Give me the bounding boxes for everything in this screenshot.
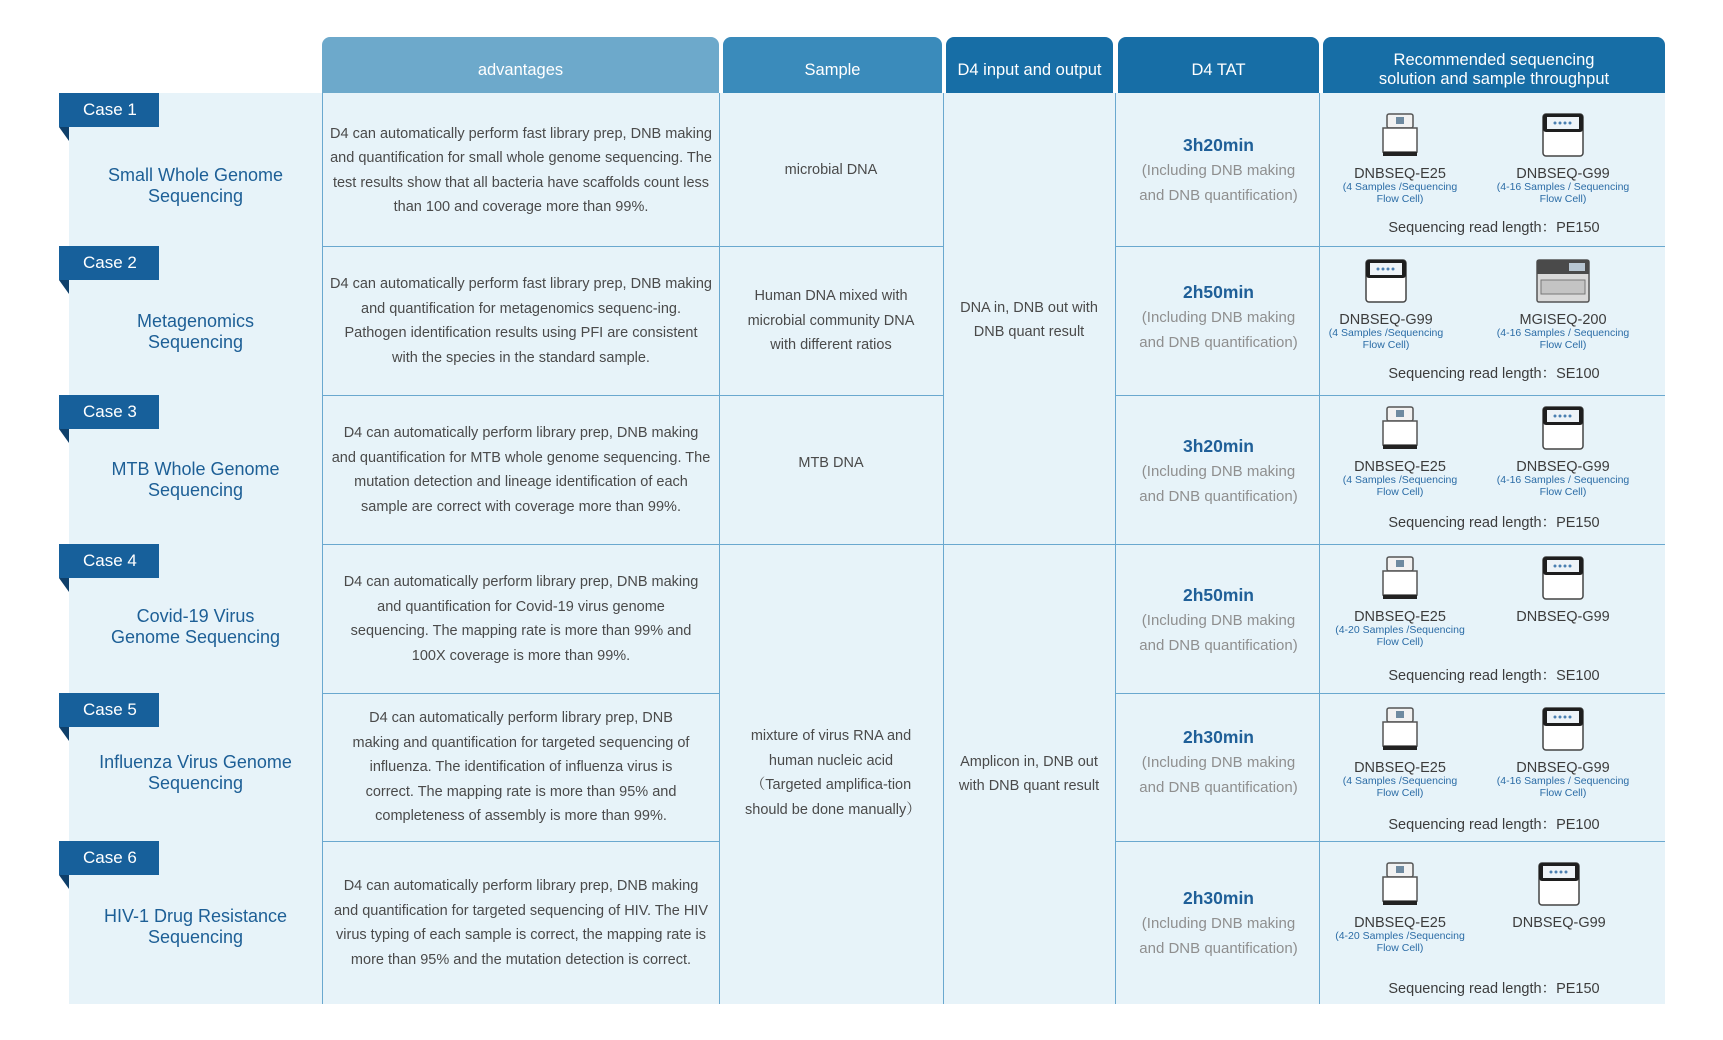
instrument-throughput: (4-16 Samples / Sequencing <box>1496 181 1630 193</box>
tat-time: 2h50min <box>1183 282 1254 302</box>
tat-cell <box>1118 887 1319 961</box>
instrument-throughput: Flow Cell) <box>1376 941 1424 954</box>
case-title-line1: MTB Whole Genome <box>111 459 280 479</box>
tat-cell <box>1118 726 1319 800</box>
instrument-throughput: (4 Samples /Sequencing <box>1342 474 1458 486</box>
instrument-throughput: Flow Cell) <box>1539 485 1587 498</box>
instrument-throughput: Flow Cell) <box>1376 635 1424 648</box>
case-title <box>69 906 322 948</box>
tat-time: 2h30min <box>1183 888 1254 908</box>
row-divider <box>322 544 1665 545</box>
instrument-item <box>1488 706 1638 799</box>
instrument-name: DNBSEQ-E25 <box>1354 609 1446 625</box>
case-title <box>69 311 322 353</box>
instrument-name: DNBSEQ-G99 <box>1339 312 1433 328</box>
case-badge: Case 1 <box>59 93 159 127</box>
read-length: Sequencing read length：SE100 <box>1388 668 1600 684</box>
instrument-throughput: Flow Cell) <box>1539 786 1587 799</box>
tat-cell <box>1118 281 1319 355</box>
instrument-item <box>1325 112 1475 205</box>
row-divider <box>1115 395 1665 396</box>
case-title-line1: Small Whole Genome <box>107 165 284 185</box>
tat-cell <box>1118 584 1319 658</box>
dnbseq-g99-icon <box>1537 861 1581 907</box>
tat-cell <box>1118 435 1319 509</box>
tat-time: 2h30min <box>1183 727 1254 747</box>
dnbseq-g99-icon <box>1541 112 1585 158</box>
case-badge: Case 6 <box>59 841 159 875</box>
case-title-line2: Sequencing <box>147 332 244 352</box>
case-badge-fold <box>59 280 69 294</box>
row-divider <box>1115 693 1665 694</box>
io-cell-amplicon: Amplicon in, DNB out with DNB quant result <box>958 754 1100 794</box>
case-badge: Case 3 <box>59 395 159 429</box>
case-badge-fold <box>59 127 69 141</box>
header-sample <box>723 37 942 93</box>
read-length: Sequencing read length：PE150 <box>1388 515 1600 531</box>
case-title <box>69 606 322 648</box>
io-cell-dna: DNA in, DNB out with DNB quant result <box>960 300 1098 340</box>
instrument-item <box>1311 258 1461 351</box>
instrument-name: DNBSEQ-E25 <box>1354 459 1446 475</box>
instrument-throughput: Flow Cell) <box>1376 786 1424 799</box>
instrument-throughput: (4 Samples /Sequencing <box>1342 181 1458 193</box>
instrument-item <box>1488 555 1638 625</box>
case-title-line1: HIV-1 Drug Resistance <box>103 906 288 926</box>
instrument-name: DNBSEQ-G99 <box>1516 760 1610 776</box>
advantages-cell: D4 can automatically perform library prep, DNB making and quantification for targeted sequencing of influenza. The identification of influenza virus is correct. The mapping rate is more than 95% and completeness of assembly is more than 99%. <box>352 710 690 825</box>
header-recommended-line1: Recommended sequencing <box>1393 51 1595 69</box>
instrument-throughput: Flow Cell) <box>1376 192 1424 205</box>
case-title-line2: Genome Sequencing <box>110 627 281 647</box>
header-advantages <box>322 37 719 93</box>
instrument-throughput: (4-16 Samples / Sequencing <box>1496 775 1630 787</box>
case-badge: Case 2 <box>59 246 159 280</box>
case-badge-fold <box>59 429 69 443</box>
case-title-line1: Covid-19 Virus <box>136 606 255 626</box>
column-divider <box>719 93 720 1004</box>
instrument-name: DNBSEQ-E25 <box>1354 915 1446 931</box>
instrument-name: DNBSEQ-G99 <box>1512 915 1606 931</box>
instrument-name: DNBSEQ-G99 <box>1516 166 1610 182</box>
advantages-cell: D4 can automatically perform fast library prep, DNB making and quantification for metagenomics sequenc-ing. Pathogen identification results using PFI are consistent with the species in the standard sample. <box>330 276 712 366</box>
read-length: Sequencing read length：PE150 <box>1388 220 1600 236</box>
instrument-throughput: Flow Cell) <box>1539 192 1587 205</box>
mgiseq-200-icon <box>1535 258 1591 304</box>
case-title-line2: Sequencing <box>147 773 244 793</box>
dnbseq-e25-icon <box>1381 861 1419 907</box>
header-recommended-line2: solution and sample throughput <box>1378 70 1610 88</box>
case-badge: Case 4 <box>59 544 159 578</box>
tat-note: (Including DNB making and DNB quantification) <box>1139 754 1298 796</box>
sample-cell: Human DNA mixed with microbial community DNA with different ratios <box>747 288 915 354</box>
tat-note: (Including DNB making and DNB quantification) <box>1139 463 1298 505</box>
instrument-throughput: Flow Cell) <box>1362 338 1410 351</box>
instrument-throughput: (4-16 Samples / Sequencing <box>1496 474 1630 486</box>
dnbseq-g99-icon <box>1541 405 1585 451</box>
dnbseq-g99-icon <box>1364 258 1408 304</box>
instrument-throughput: Flow Cell) <box>1376 485 1424 498</box>
case-title <box>69 165 322 207</box>
instrument-name: DNBSEQ-E25 <box>1354 166 1446 182</box>
advantages-cell: D4 can automatically perform library prep, DNB making and quantification for Covid-19 virus genome sequencing. The mapping rate is more than 99% and 100X coverage is more than 99%. <box>343 574 699 664</box>
sample-cell: MTB DNA <box>798 454 864 471</box>
header-tat <box>1118 37 1319 93</box>
instrument-item <box>1325 555 1475 648</box>
advantages-cell: D4 can automatically perform library prep, DNB making and quantification for targeted sequencing of HIV. The HIV virus typing of each sample is correct, the mapping rate is more than 95% and the mutation detection is correct. <box>333 878 709 968</box>
case-badge: Case 5 <box>59 693 159 727</box>
tat-cell <box>1118 134 1319 208</box>
dnbseq-e25-icon <box>1381 405 1419 451</box>
case-title-line2: Sequencing <box>147 480 244 500</box>
case-badge-fold <box>59 727 69 741</box>
case-title-line1: Metagenomics <box>136 311 255 331</box>
case-badge-fold <box>59 875 69 889</box>
column-divider <box>943 93 944 1004</box>
header-io-label: D4 input and output <box>957 60 1102 79</box>
read-length: Sequencing read length：PE100 <box>1388 817 1600 833</box>
advantages-cell: D4 can automatically perform library prep, DNB making and quantification for MTB whole genome sequencing. The mutation detection and lineage identification of each sample are correct with coverage more than 99%. <box>331 425 711 515</box>
row-divider <box>322 395 943 396</box>
column-divider <box>1319 93 1320 1004</box>
read-length: Sequencing read length：PE150 <box>1388 981 1600 997</box>
instrument-name: DNBSEQ-E25 <box>1354 760 1446 776</box>
instrument-throughput: (4 Samples /Sequencing <box>1342 775 1458 787</box>
dnbseq-e25-icon <box>1381 112 1419 158</box>
tat-time: 2h50min <box>1183 585 1254 605</box>
sample-cell-virus: mixture of virus RNA and human nucleic acid （Targeted amplifica-tion should be done manually） <box>745 728 921 818</box>
instrument-throughput: (4 Samples /Sequencing <box>1328 327 1444 339</box>
case-title <box>69 752 322 794</box>
case-title-line2: Sequencing <box>147 186 244 206</box>
dnbseq-g99-icon <box>1541 706 1585 752</box>
row-divider <box>322 841 719 842</box>
instrument-item <box>1488 112 1638 205</box>
tat-note: (Including DNB making and DNB quantification) <box>1139 309 1298 351</box>
instrument-throughput: Flow Cell) <box>1539 338 1587 351</box>
dnbseq-e25-icon <box>1381 706 1419 752</box>
instrument-throughput: (4-20 Samples /Sequencing <box>1335 624 1465 636</box>
instrument-name: DNBSEQ-G99 <box>1516 459 1610 475</box>
header-sample-label: Sample <box>804 60 861 79</box>
row-divider <box>322 693 719 694</box>
header-tat-label: D4 TAT <box>1191 60 1246 79</box>
instrument-item <box>1484 861 1634 931</box>
column-divider <box>322 93 323 1004</box>
header-recommended <box>1323 37 1665 93</box>
row-divider <box>1115 246 1665 247</box>
instrument-item <box>1488 258 1638 351</box>
header-io <box>946 37 1113 93</box>
case-title <box>69 459 322 501</box>
instrument-name: MGISEQ-200 <box>1519 312 1607 328</box>
instrument-name: DNBSEQ-G99 <box>1516 609 1610 625</box>
tat-note: (Including DNB making and DNB quantification) <box>1139 915 1298 957</box>
advantages-cell: D4 can automatically perform fast library prep, DNB making and quantification for small whole genome sequencing. The test results show that all bacteria have scaffolds count less than 100 and coverage more than 99%. <box>330 125 712 215</box>
tat-time: 3h20min <box>1183 135 1254 155</box>
row-divider <box>1115 841 1665 842</box>
case-title-line1: Influenza Virus Genome <box>99 752 292 772</box>
instrument-throughput: (4-16 Samples / Sequencing <box>1496 327 1630 339</box>
sample-cell: microbial DNA <box>784 162 878 179</box>
tat-time: 3h20min <box>1183 436 1254 456</box>
instrument-throughput: (4-20 Samples /Sequencing <box>1335 930 1465 942</box>
instrument-item <box>1325 861 1475 954</box>
row-divider <box>322 246 943 247</box>
header-advantages-label: advantages <box>477 60 564 79</box>
case-title-line2: Sequencing <box>147 927 244 947</box>
dnbseq-g99-icon <box>1541 555 1585 601</box>
column-divider <box>1115 93 1116 1004</box>
read-length: Sequencing read length：SE100 <box>1388 366 1600 382</box>
tat-note: (Including DNB making and DNB quantification) <box>1139 612 1298 654</box>
tat-note: (Including DNB making and DNB quantification) <box>1139 162 1298 204</box>
case-badge-fold <box>59 578 69 592</box>
instrument-item <box>1325 405 1475 498</box>
instrument-item <box>1325 706 1475 799</box>
dnbseq-e25-icon <box>1381 555 1419 601</box>
instrument-item <box>1488 405 1638 498</box>
